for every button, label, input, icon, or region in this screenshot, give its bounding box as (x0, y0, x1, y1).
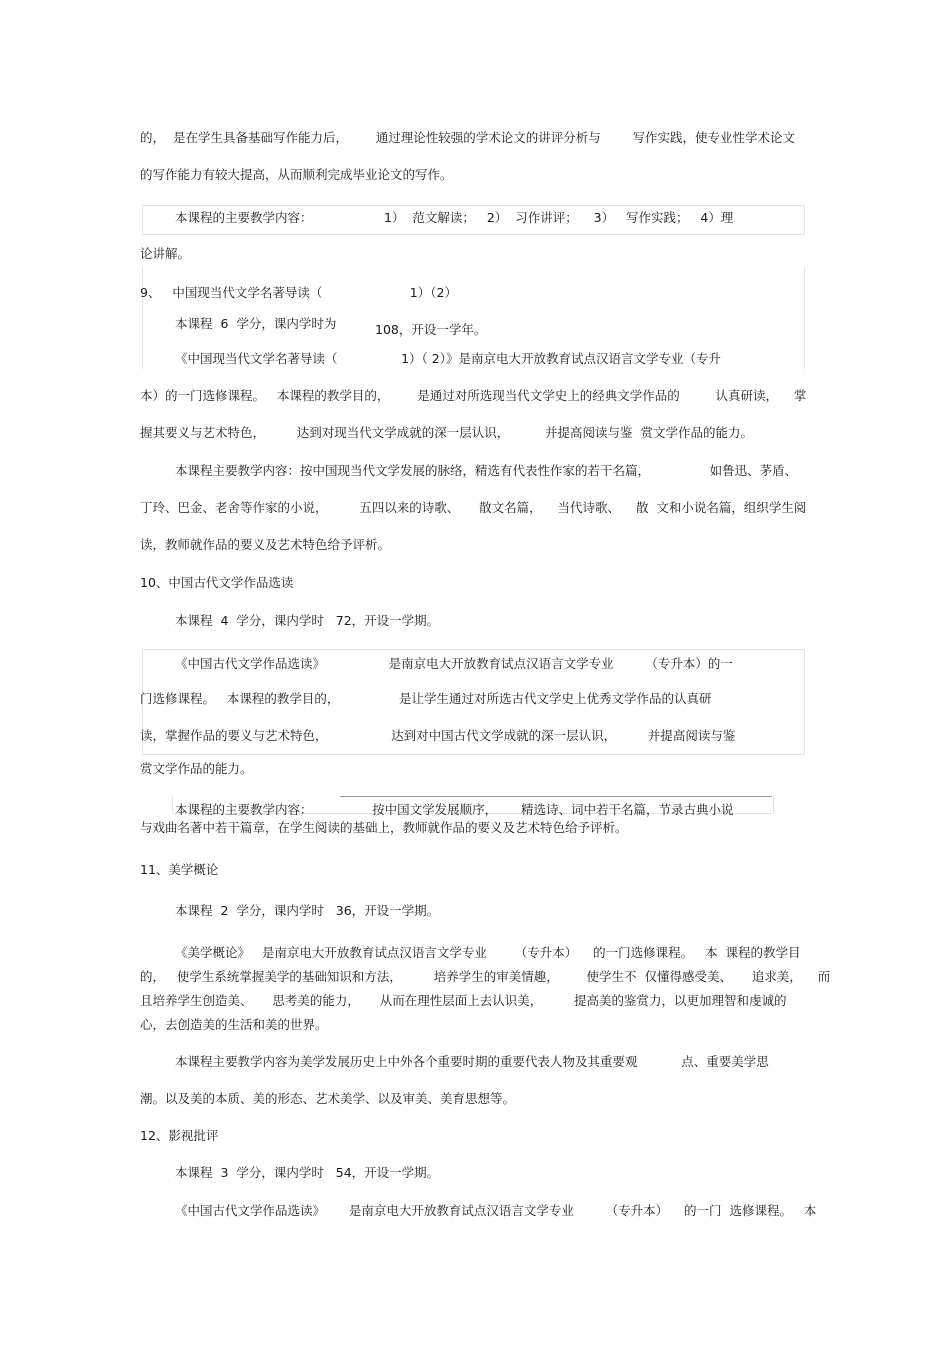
text-line: 论讲解。 (140, 246, 191, 261)
text-line: 本课程 2 学分，课内学时 36，开设一学期。 (175, 903, 440, 918)
text-line: 潮。以及美的本质、美的形态、艺术美学、以及审美、美育思想等。 (140, 1091, 516, 1106)
text-line: 本课程的主要教学内容： 按中国文学发展顺序， 精选诗、词中若干名篇，节录古典小说 (175, 802, 734, 817)
text-line: 《中国古代文学作品选读》 是南京电大开放教育试点汉语言文学专业 （专升本） 的一门 选修课程。 本 (175, 1203, 817, 1218)
text-line: 本课程的主要教学内容： 1） 范文解读； 2） 习作讲评； 3） 写作实践； 4）理 (175, 210, 734, 225)
text-line: 心，去创造美的生活和美的世界。 (140, 1017, 328, 1032)
text-line: 《美学概论》 是南京电大开放教育试点汉语言文学专业 （专升本） 的一门选修课程。 本 课程的教学目 (175, 945, 801, 960)
section-heading: 12、影视批评 (140, 1128, 219, 1143)
text-line: 丁玲、巴金、老舍等作家的小说， 五四以来的诗歌、 散文名篇， 当代诗歌、 散 文和小说名篇，组织学生阅 (140, 500, 807, 515)
text-line: 本课程主要教学内容为美学发展历史上中外各个重要时期的重要代表人物及其重要观 点、重要美学思 (175, 1054, 769, 1069)
text-line: 《中国现当代文学名著导读（ 1）（ 2）》是南京电大开放教育试点汉语言文学专业（专升 (175, 351, 721, 366)
text-line: 赏文学作品的能力。 (140, 761, 253, 776)
text-line: 与戏曲名著中若干篇章，在学生阅读的基础上，教师就作品的要义及艺术特色给予评析。 (140, 820, 628, 835)
text-line: 握其要义与艺术特色， 达到对现当代文学成就的深一层认识， 并提高阅读与鉴 赏文学作品的能力。 (140, 425, 753, 440)
text-line: 本课程 3 学分，课内学时 54，开设一学期。 (175, 1165, 440, 1180)
text-line: 本）的一门选修课程。 本课程的教学目的， 是通过对所选现当代文学史上的经典文学作品的 认真研读， 掌 (140, 388, 807, 403)
text-line: 读，掌握作品的要义与艺术特色， 达到对中国古代文学成就的深一层认识， 并提高阅读与鉴 (140, 728, 736, 743)
text-line: 本课程主要教学内容：按中国现当代文学发展的脉络，精选有代表性作家的若干名篇， 如鲁迅、茅盾、 (175, 463, 798, 478)
section-heading: 11、美学概论 (140, 862, 219, 877)
text-line: 读，教师就作品的要义及艺术特色给予评析。 (140, 537, 391, 552)
text-line: 108，开设一学年。 (375, 322, 487, 337)
text-line: 的， 使学生系统掌握美学的基础知识和方法， 培养学生的审美情趣， 使学生不 仅懂得感受美、 追求美， 而 (140, 969, 831, 984)
text-line: 门选修课程。 本课程的教学目的， 是让学生通过对所选古代文学史上优秀文学作品的认真研 (140, 691, 712, 706)
text-line: 的， 是在学生具备基础写作能力后， 通过理论性较强的学术论文的讲评分析与 写作实践，使专业性学术论文 (140, 130, 796, 145)
text-line: 本课程 4 学分，课内学时 72，开设一学期。 (175, 613, 440, 628)
text-line: 且培养学生创造美、 思考美的能力， 从而在理性层面上去认识美， 提高美的鉴赏力，以更加理智和虔诚的 (140, 993, 787, 1008)
section-heading: 10、中国古代文学作品选读 (140, 575, 294, 590)
section-heading: 9、 中国现当代文学名著导读（ 1）（2） (140, 285, 457, 300)
text-line: 《中国古代文学作品选读》 是南京电大开放教育试点汉语言文学专业 （专升本）的一 (175, 656, 733, 671)
text-line: 本课程 6 学分，课内学时为 (175, 316, 337, 331)
text-line: 的写作能力有较大提高，从而顺利完成毕业论文的写作。 (140, 167, 453, 182)
